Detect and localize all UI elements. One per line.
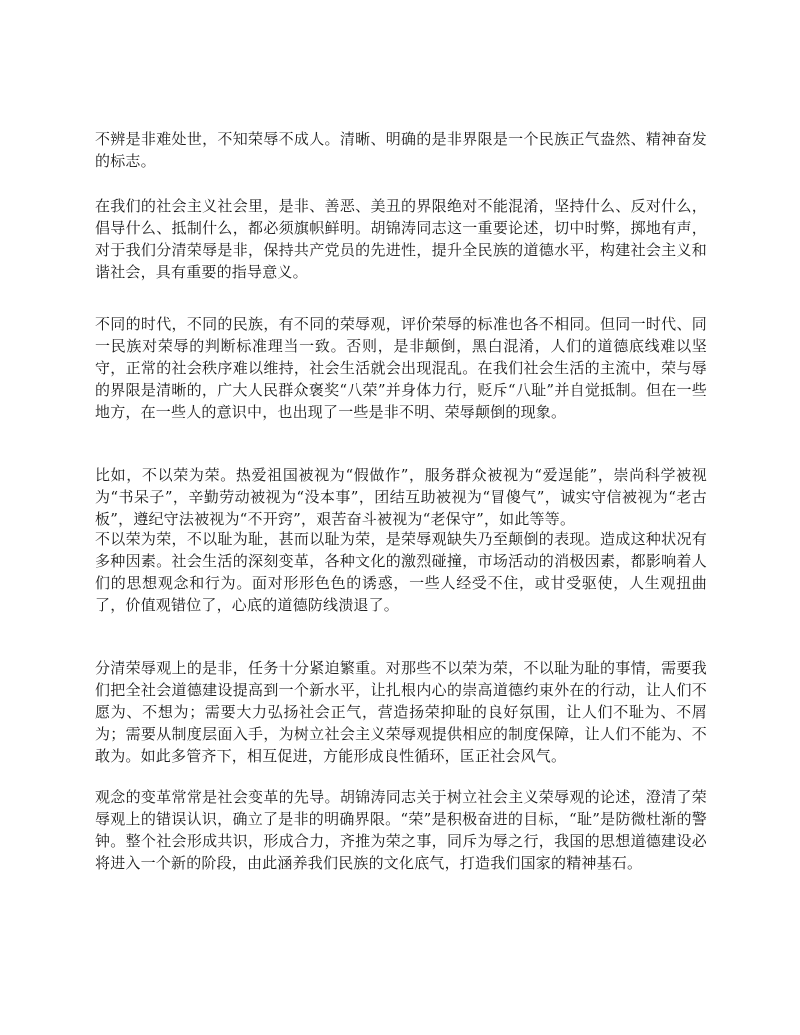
paragraph-1: 不辨是非难处世，不知荣辱不成人。清晰、明确的是非界限是一个民族正气盎然、精神奋发的标志。 bbox=[95, 130, 707, 170]
paragraph-4: 比如，不以荣为荣。热爱祖国被视为“假做作”，服务群众被视为“爱逞能”，崇尚科学被视为“书呆子”，辛勤劳动被视为“没本事”，团结互助被视为“冒傻气”，诚实守信被视为“老古板”，遵纪守法被视为“不开窍”，艰苦奋斗被视为“老保守”，如此等等。 bbox=[95, 466, 707, 528]
paragraph-2: 在我们的社会主义社会里，是非、善恶、美丑的界限绝对不能混淆，坚持什么、反对什么，倡导什么、抵制什么，都必须旗帜鲜明。胡锦涛同志这一重要论述，切中时弊，掷地有声，对于我们分清荣辱是非，保持共产党员的先进性，提升全民族的道德水平，构建社会主义和谐社会，具有重要的指导意义。 bbox=[95, 197, 707, 281]
paragraph-3: 不同的时代，不同的民族，有不同的荣辱观，评价荣辱的标准也各不相同。但同一时代、同一民族对荣辱的判断标准理当一致。否则，是非颠倒，黑白混淆，人们的道德底线难以坚守，正常的社会秩序难以维持，社会生活就会出现混乱。在我们社会生活的主流中，荣与辱的界限是清晰的，广大人民群众褒奖“八荣”并身体力行，贬斥“八耻”并自觉抵制。但在一些地方，在一些人的意识中，也出现了一些是非不明、荣辱颠倒的现象。 bbox=[95, 315, 707, 421]
paragraph-5: 不以荣为荣，不以耻为耻，甚而以耻为荣，是荣辱观缺失乃至颠倒的表现。造成这种状况有多种因素。社会生活的深刻变革，各种文化的激烈碰撞，市场活动的消极因素，都影响着人们的思想观念和行为。面对形形色色的诱惑，一些人经受不住，或甘受驱使，人生观扭曲了，价值观错位了，心底的道德防线溃退了。 bbox=[95, 530, 707, 614]
paragraph-6: 分清荣辱观上的是非，任务十分紧迫繁重。对那些不以荣为荣，不以耻为耻的事情，需要我们把全社会道德建设提高到一个新水平，让扎根内心的崇高道德约束外在的行动，让人们不愿为、不想为；需要大力弘扬社会正气，营造扬荣抑耻的良好氛围，让人们不耻为、不屑为；需要从制度层面入手，为树立社会主义荣辱观提供相应的制度保障，让人们不能为、不敢为。如此多管齐下，相互促进，方能形成良性循环，匡正社会风气。 bbox=[95, 659, 707, 765]
paragraph-7: 观念的变革常常是社会变革的先导。胡锦涛同志关于树立社会主义荣辱观的论述，澄清了荣辱观上的错误认识，确立了是非的明确界限。“荣”是积极奋进的目标，“耻”是防微杜渐的警钟。整个社会形成共识，形成合力，齐推为荣之事，同斥为辱之行，我国的思想道德建设必将进入一个新的阶段，由此涵养我们民族的文化底气，打造我们国家的精神基石。 bbox=[95, 788, 707, 872]
